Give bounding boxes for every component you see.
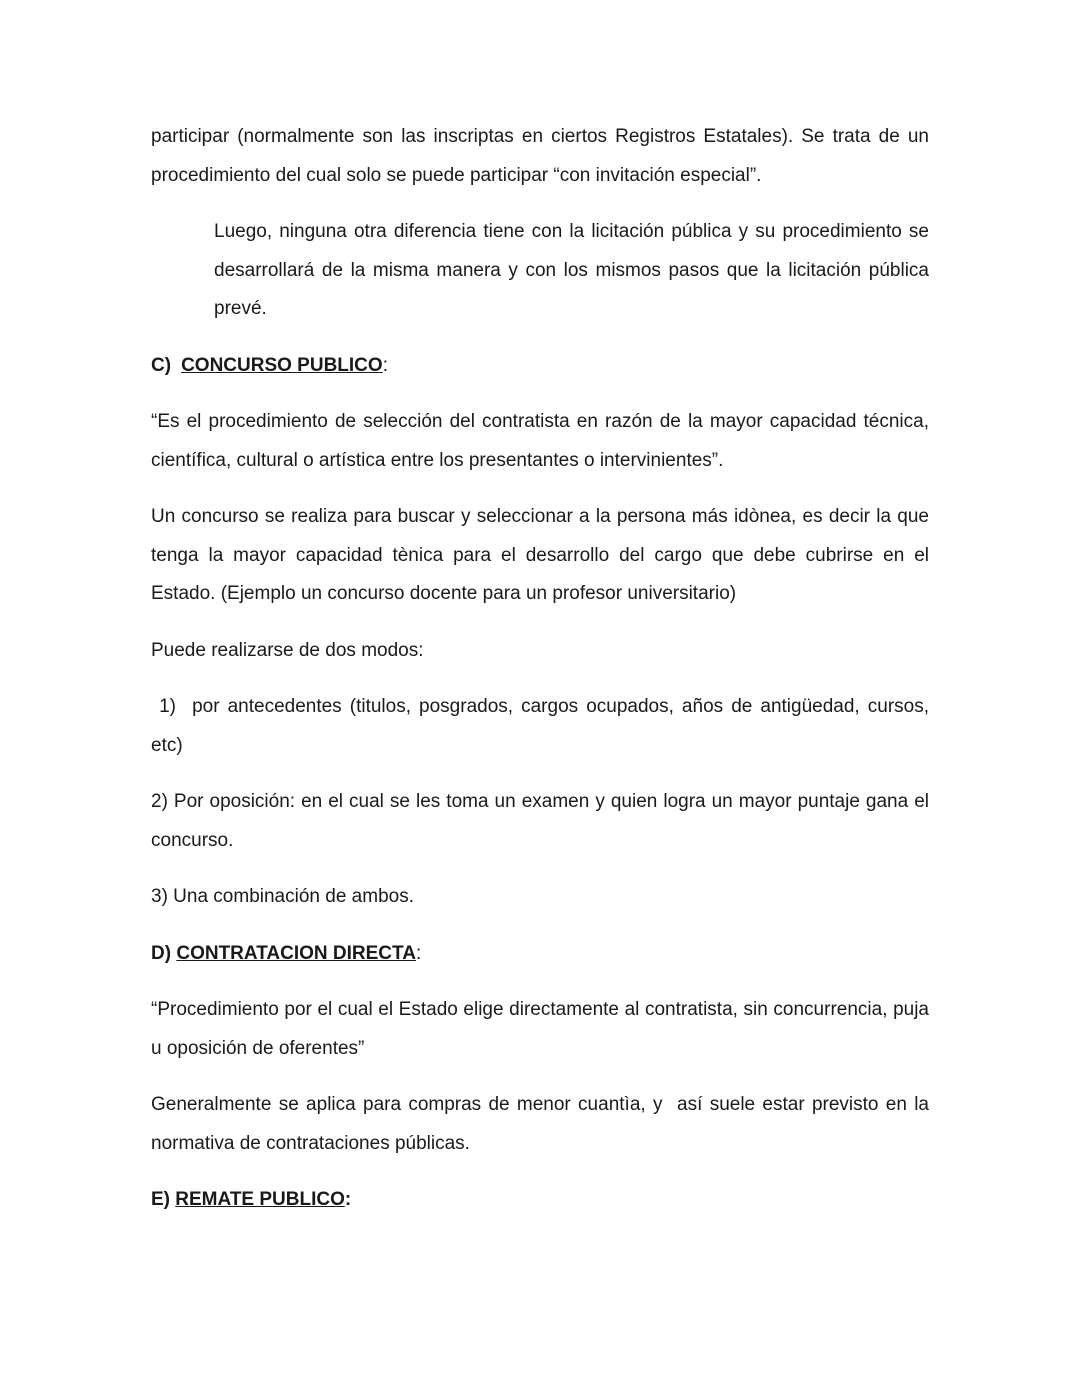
heading-title: REMATE PUBLICO [175, 1189, 345, 1210]
heading-title: CONCURSO PUBLICO [181, 354, 383, 376]
paragraph-concurso-explanation: Un concurso se realiza para buscar y seleccionar a la persona más idònea, es decir la que tenga la mayor capacidad tènica para el desarrollo del cargo que debe cubrirse en el Estado. (Ejemplo un concurso docente para un profesor universitario) [151, 506, 929, 604]
paragraph-directa-explanation: Generalmente se aplica para compras de menor cuantìa, y así suele estar previsto en la normativa de contrataciones públicas. [151, 1094, 935, 1154]
heading-letter: E) [151, 1189, 170, 1210]
list-item-2: 2) Por oposición: en el cual se les toma un examen y quien logra un mayor puntaje gana el concurso. [151, 791, 929, 851]
heading-letter: D) [151, 942, 172, 964]
list-item-3: 3) Una combinación de ambos. [151, 886, 414, 907]
paragraph-indented: Luego, ninguna otra diferencia tiene con la licitación pública y su procedimiento se desarrollará de la misma manera y con los mismos pasos que la licitación pública prevé. [214, 221, 929, 319]
heading-letter: C) [151, 354, 172, 376]
paragraph-concurso-definition: “Es el procedimiento de selección del contratista en razón de la mayor capacidad técnica, científica, cultural o artística entre los presentantes o intervinientes”. [151, 411, 929, 471]
paragraph-directa-definition: “Procedimiento por el cual el Estado elige directamente al contratista, sin concurrencia, puja u oposición de oferentes” [151, 999, 929, 1059]
heading-remate-publico [151, 1181, 929, 1220]
heading-colon: : [382, 354, 388, 376]
heading-colon: : [344, 1189, 352, 1210]
heading-contratacion-directa [151, 935, 929, 974]
heading-concurso-publico [151, 347, 929, 386]
list-item-1: 1) por antecedentes (titulos, posgrados, cargos ocupados, años de antigüedad, cursos, etc) [151, 696, 935, 756]
paragraph-concurso-modes: Puede realizarse de dos modos: [151, 639, 424, 661]
heading-title: CONTRATACION DIRECTA [176, 942, 416, 964]
heading-colon: : [415, 942, 422, 964]
paragraph-intro: participar (normalmente son las inscriptas en ciertos Registros Estatales). Se trata de un procedimiento del cual solo se puede participar “con invitación especial”. [151, 126, 929, 186]
document-page [151, 118, 935, 1238]
